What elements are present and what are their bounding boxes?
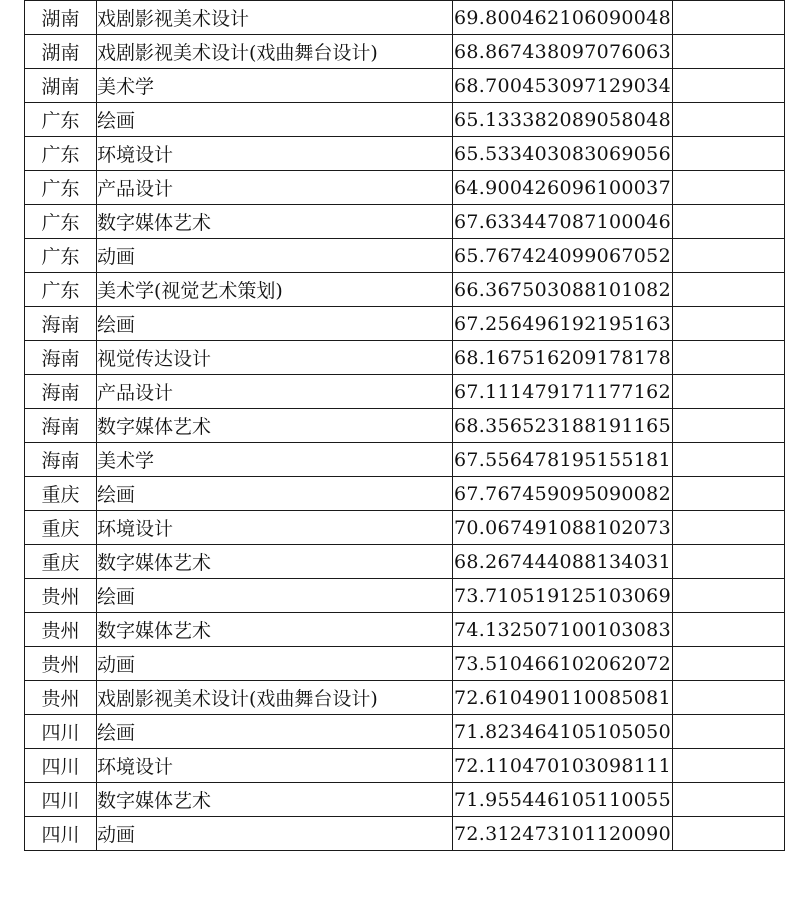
score-cell: 68.867438097076063 — [453, 35, 673, 69]
region-cell: 贵州 — [25, 613, 97, 647]
empty-cell — [673, 35, 785, 69]
region-cell: 广东 — [25, 239, 97, 273]
empty-cell — [673, 613, 785, 647]
region-cell: 海南 — [25, 409, 97, 443]
score-cell: 72.312473101120090 — [453, 817, 673, 851]
table-row — [25, 69, 785, 103]
major-cell: 环境设计 — [97, 137, 453, 171]
empty-cell — [673, 341, 785, 375]
empty-cell — [673, 477, 785, 511]
major-cell: 产品设计 — [97, 375, 453, 409]
major-cell: 视觉传达设计 — [97, 341, 453, 375]
region-cell: 广东 — [25, 205, 97, 239]
empty-cell — [673, 409, 785, 443]
table-row — [25, 35, 785, 69]
major-cell: 数字媒体艺术 — [97, 545, 453, 579]
region-cell: 湖南 — [25, 1, 97, 35]
score-cell: 67.256496192195163 — [453, 307, 673, 341]
score-cell: 70.067491088102073 — [453, 511, 673, 545]
major-cell: 美术学(视觉艺术策划) — [97, 273, 453, 307]
table-row — [25, 783, 785, 817]
empty-cell — [673, 205, 785, 239]
region-cell: 广东 — [25, 103, 97, 137]
table-row — [25, 545, 785, 579]
score-cell: 69.800462106090048 — [453, 1, 673, 35]
empty-cell — [673, 69, 785, 103]
score-cell: 64.900426096100037 — [453, 171, 673, 205]
table-row — [25, 307, 785, 341]
major-cell: 戏剧影视美术设计(戏曲舞台设计) — [97, 681, 453, 715]
major-cell: 动画 — [97, 239, 453, 273]
empty-cell — [673, 307, 785, 341]
table-row — [25, 239, 785, 273]
empty-cell — [673, 443, 785, 477]
table-row — [25, 1, 785, 35]
score-cell: 68.167516209178178 — [453, 341, 673, 375]
table-row — [25, 579, 785, 613]
empty-cell — [673, 749, 785, 783]
empty-cell — [673, 545, 785, 579]
empty-cell — [673, 1, 785, 35]
empty-cell — [673, 817, 785, 851]
region-cell: 四川 — [25, 749, 97, 783]
region-cell: 海南 — [25, 341, 97, 375]
empty-cell — [673, 783, 785, 817]
region-cell: 贵州 — [25, 681, 97, 715]
major-cell: 绘画 — [97, 103, 453, 137]
empty-cell — [673, 375, 785, 409]
score-cell: 65.133382089058048 — [453, 103, 673, 137]
score-cell: 73.710519125103069 — [453, 579, 673, 613]
table-row — [25, 171, 785, 205]
major-cell: 戏剧影视美术设计 — [97, 1, 453, 35]
region-cell: 重庆 — [25, 511, 97, 545]
region-cell: 贵州 — [25, 647, 97, 681]
score-cell: 65.533403083069056 — [453, 137, 673, 171]
region-cell: 湖南 — [25, 35, 97, 69]
table-row — [25, 647, 785, 681]
major-cell: 动画 — [97, 817, 453, 851]
major-cell: 数字媒体艺术 — [97, 783, 453, 817]
major-cell: 产品设计 — [97, 171, 453, 205]
region-cell: 广东 — [25, 137, 97, 171]
score-cell: 68.700453097129034 — [453, 69, 673, 103]
major-cell: 绘画 — [97, 715, 453, 749]
score-cell: 72.110470103098111 — [453, 749, 673, 783]
empty-cell — [673, 579, 785, 613]
score-cell: 68.356523188191165 — [453, 409, 673, 443]
major-cell: 绘画 — [97, 307, 453, 341]
score-cell: 67.111479171177162 — [453, 375, 673, 409]
region-cell: 重庆 — [25, 545, 97, 579]
table-row — [25, 409, 785, 443]
empty-cell — [673, 103, 785, 137]
table-row — [25, 205, 785, 239]
major-cell: 美术学 — [97, 69, 453, 103]
table-row — [25, 103, 785, 137]
empty-cell — [673, 681, 785, 715]
empty-cell — [673, 511, 785, 545]
table-row — [25, 341, 785, 375]
major-cell: 美术学 — [97, 443, 453, 477]
region-cell: 四川 — [25, 817, 97, 851]
score-cell: 73.510466102062072 — [453, 647, 673, 681]
region-cell: 海南 — [25, 375, 97, 409]
major-cell: 动画 — [97, 647, 453, 681]
major-cell: 环境设计 — [97, 749, 453, 783]
major-cell: 戏剧影视美术设计(戏曲舞台设计) — [97, 35, 453, 69]
table-row — [25, 681, 785, 715]
major-cell: 数字媒体艺术 — [97, 409, 453, 443]
region-cell: 贵州 — [25, 579, 97, 613]
empty-cell — [673, 137, 785, 171]
score-cell: 74.132507100103083 — [453, 613, 673, 647]
table-row — [25, 749, 785, 783]
table-row — [25, 715, 785, 749]
table-row — [25, 443, 785, 477]
table-row — [25, 273, 785, 307]
table-body — [25, 1, 785, 851]
major-cell: 数字媒体艺术 — [97, 205, 453, 239]
admission-score-table — [24, 0, 785, 851]
region-cell: 广东 — [25, 273, 97, 307]
region-cell: 四川 — [25, 715, 97, 749]
score-cell: 71.955446105110055 — [453, 783, 673, 817]
region-cell: 湖南 — [25, 69, 97, 103]
score-cell: 66.367503088101082 — [453, 273, 673, 307]
table-row — [25, 511, 785, 545]
empty-cell — [673, 647, 785, 681]
region-cell: 海南 — [25, 443, 97, 477]
region-cell: 广东 — [25, 171, 97, 205]
region-cell: 四川 — [25, 783, 97, 817]
table-row — [25, 613, 785, 647]
major-cell: 绘画 — [97, 477, 453, 511]
major-cell: 绘画 — [97, 579, 453, 613]
empty-cell — [673, 239, 785, 273]
score-cell: 67.767459095090082 — [453, 477, 673, 511]
empty-cell — [673, 715, 785, 749]
table-row — [25, 137, 785, 171]
table-row — [25, 817, 785, 851]
major-cell: 数字媒体艺术 — [97, 613, 453, 647]
score-cell: 68.267444088134031 — [453, 545, 673, 579]
table-row — [25, 477, 785, 511]
score-cell: 67.633447087100046 — [453, 205, 673, 239]
empty-cell — [673, 171, 785, 205]
table-row — [25, 375, 785, 409]
score-cell: 67.556478195155181 — [453, 443, 673, 477]
region-cell: 重庆 — [25, 477, 97, 511]
score-cell: 65.767424099067052 — [453, 239, 673, 273]
score-cell: 71.823464105105050 — [453, 715, 673, 749]
major-cell: 环境设计 — [97, 511, 453, 545]
empty-cell — [673, 273, 785, 307]
region-cell: 海南 — [25, 307, 97, 341]
score-cell: 72.610490110085081 — [453, 681, 673, 715]
